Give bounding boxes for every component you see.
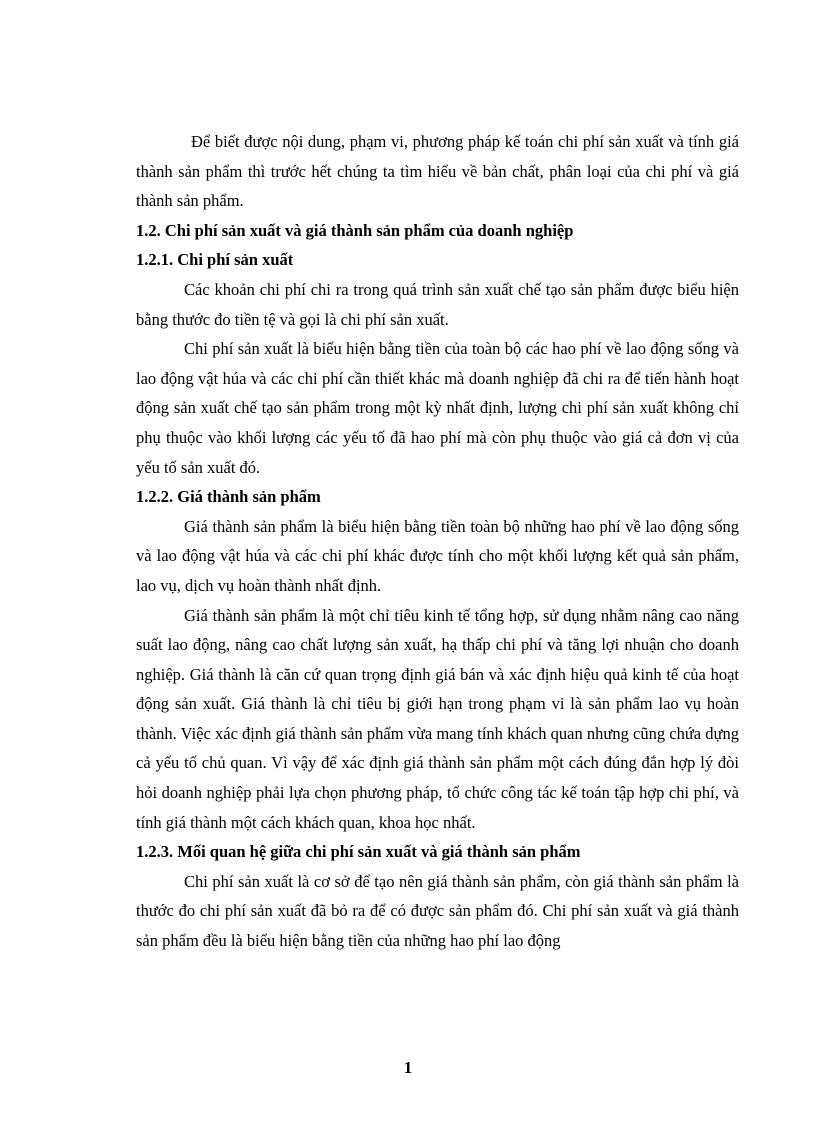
document-body bbox=[136, 127, 739, 956]
section-heading-1-2-2: 1.2.2. Giá thành sản phẩm bbox=[136, 487, 321, 507]
paragraph-relationship: Chi phí sản xuất là cơ sở để tạo nên giá thành sản phẩm, còn giá thành sản phẩm là thước đo chi phí sản xuất đã bỏ ra để có được sản phẩm đó. Chi phí sản xuất và giá thành sản phẩm đều là biểu hiện bằng tiền của những hao phí lao động bbox=[136, 871, 739, 951]
paragraph-cost-definition: Các khoản chi phí chi ra trong quá trình sản xuất chế tạo sản phẩm được biểu hiện bằng thước đo tiền tệ và gọi là chi phí sản xuất. bbox=[136, 279, 739, 329]
page-number: 1 bbox=[403, 1058, 413, 1077]
paragraph-price-definition: Giá thành sản phẩm là biểu hiện bằng tiền toàn bộ những hao phí về lao động sống và lao động vật húa và các chi phí khác được tính cho một khối lượng kết quả sản phẩm, lao vụ, dịch vụ hoàn thành nhất định. bbox=[136, 516, 739, 595]
paragraph-cost-explanation: Chi phí sản xuất là biểu hiện bằng tiền của toàn bộ các hao phí về lao động sống và lao động vật húa và các chi phí cần thiết khác mà doanh nghiệp đã chi ra để tiến hành hoạt động sản xuất chế tạo sản phẩm trong một kỳ nhất định, lượng chi phí sản xuất không chỉ phụ thuộc vào khối lượng các yếu tố đã hao phí mà còn phụ thuộc vào giá cả đơn vị của yếu tố sản xuất đó. bbox=[136, 339, 739, 477]
intro-paragraph: Để biết được nội dung, phạm vi, phương pháp kế toán chi phí sản xuất và tính giá thành sản phẩm thì trước hết chúng ta tìm hiểu về bản chất, phân loại của chi phí và giá thành sản phẩm. bbox=[136, 132, 739, 211]
section-heading-1-2-3: 1.2.3. Mối quan hệ giữa chi phí sản xuất và giá thành sản phẩm bbox=[136, 842, 581, 862]
section-heading-1-2-1: 1.2.1. Chi phí sản xuất bbox=[136, 250, 294, 270]
paragraph-price-explanation: Giá thành sản phẩm là một chỉ tiêu kinh tế tổng hợp, sử dụng nhằm nâng cao năng suất lao động, nâng cao chất lượng sản xuất, hạ thấp chi phí và tăng lợi nhuận cho doanh nghiệp. Giá thành là căn cứ quan trọng định giá bán và xác định hiệu quả kinh tế của hoạt động sản xuất. Giá thành là chỉ tiêu bị giới hạn trong phạm vi là sản phẩm lao vụ hoàn thành. Việc xác định giá thành sản phẩm vừa mang tính khách quan nhưng cũng chứa dựng cả yếu tố chủ quan. Vì vậy để xác định giá thành sản phẩm một cách đúng đắn hợp lý đòi hỏi doanh nghiệp phải lựa chọn phương pháp, tổ chức công tác kế toán tập hợp chi phí, và tính giá thành một cách khách quan, khoa học nhất. bbox=[136, 605, 739, 832]
section-heading-1-2: 1.2. Chi phí sản xuất và giá thành sản phẩm của doanh nghiệp bbox=[136, 220, 574, 240]
